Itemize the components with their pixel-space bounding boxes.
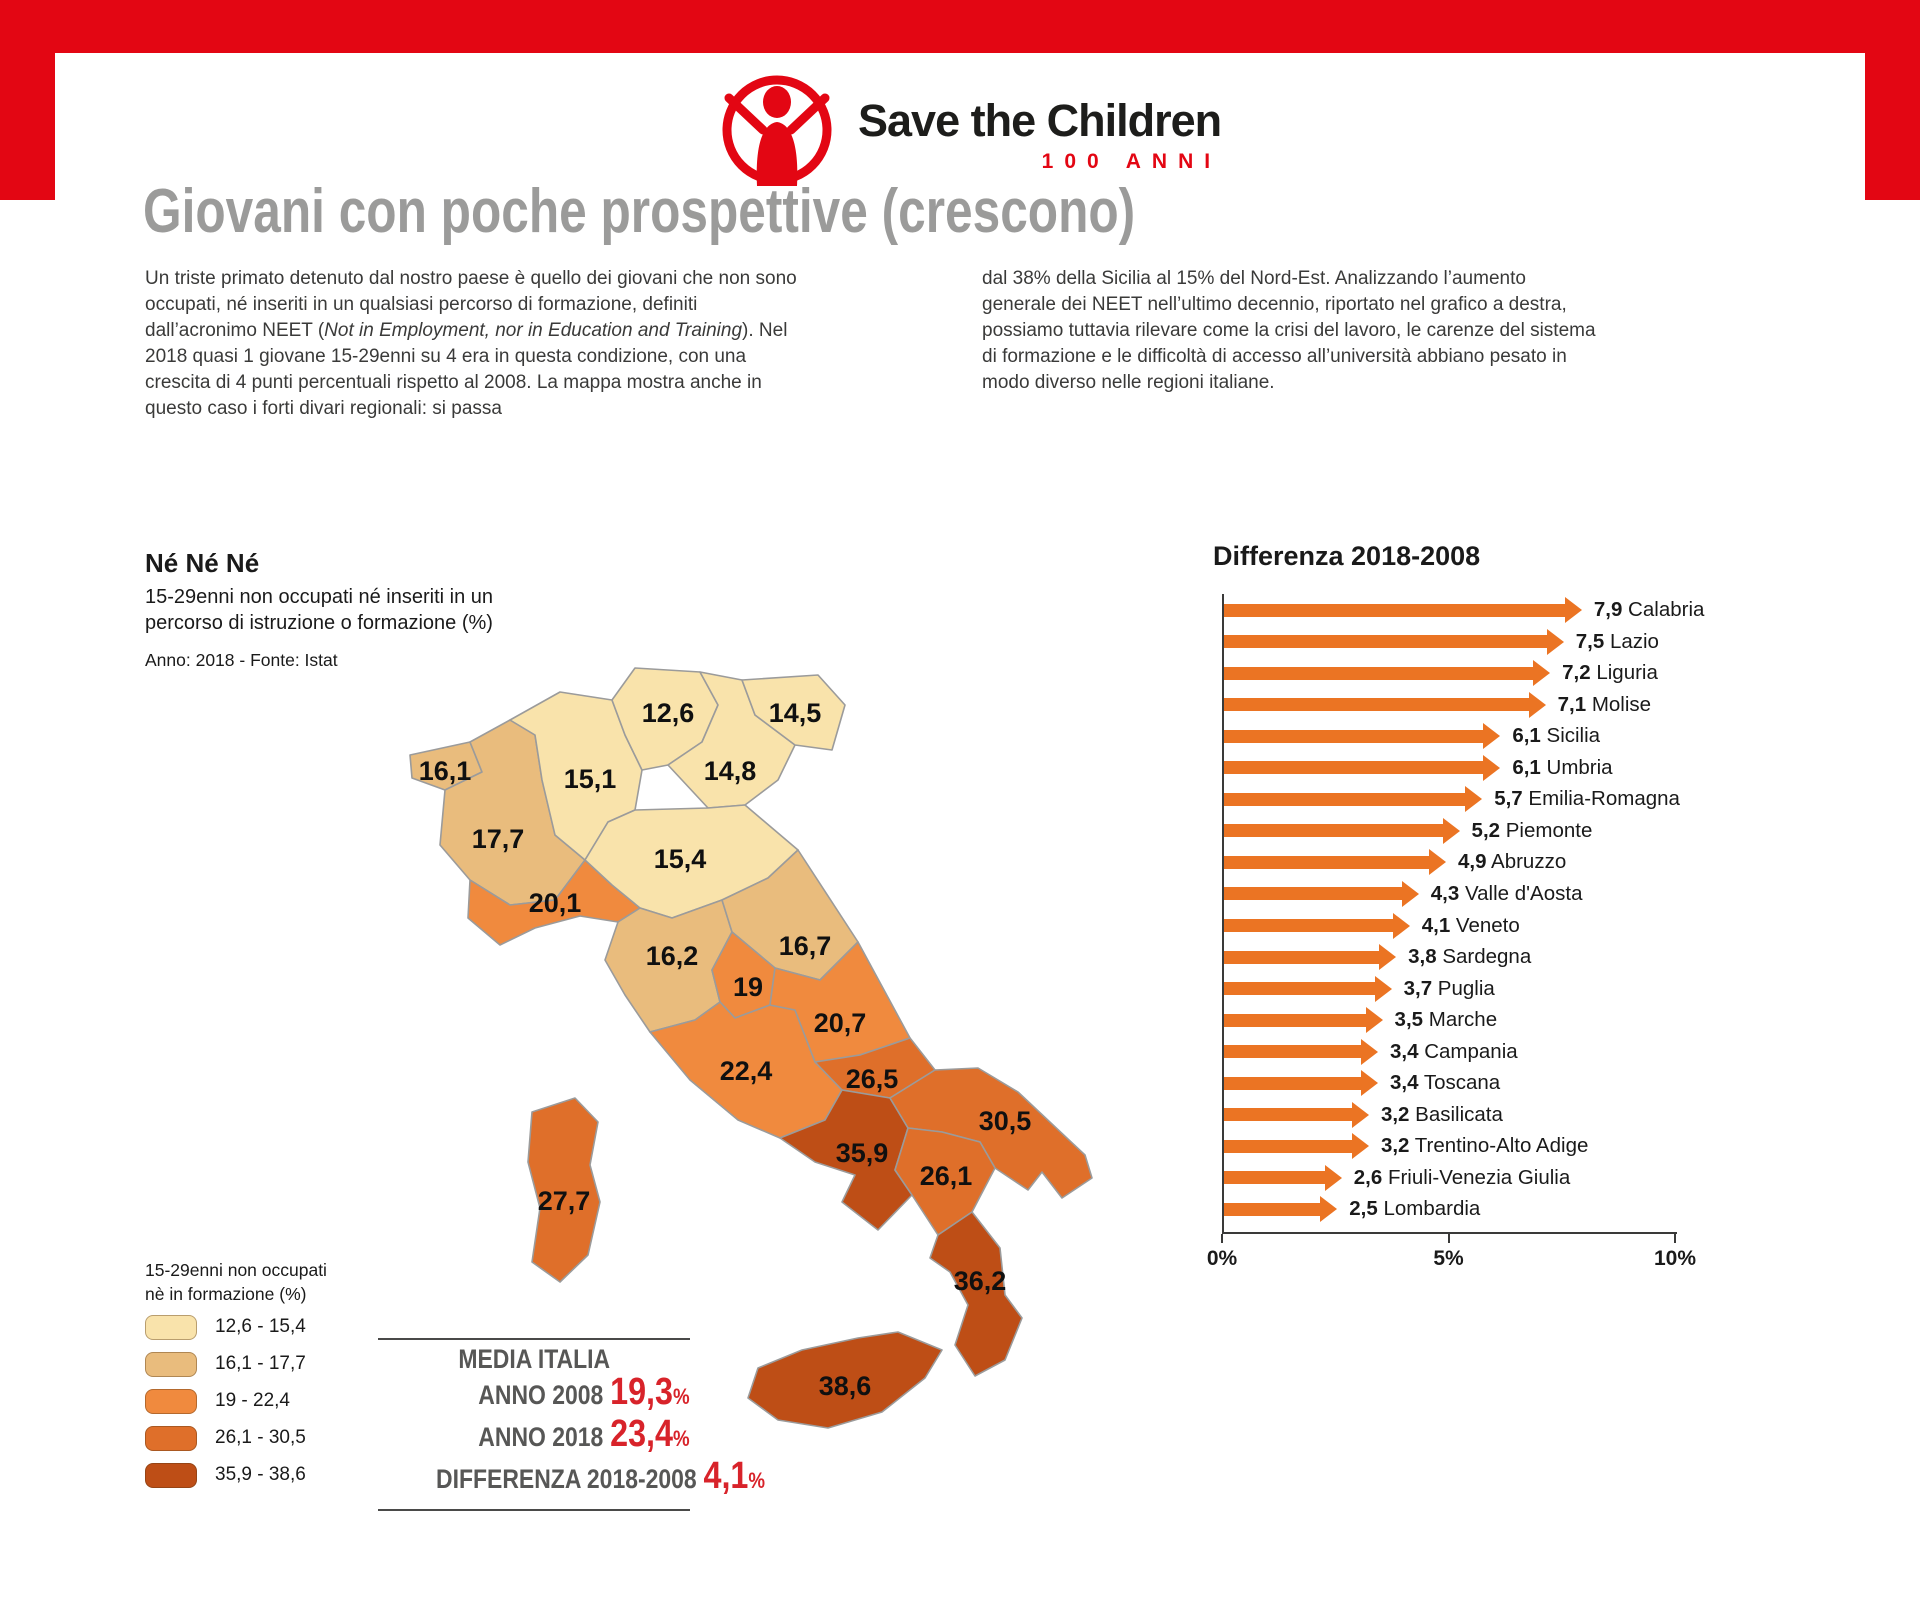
map-value-umbria: 19 (732, 972, 764, 1002)
brand-anniversary: 100 ANNI (1041, 150, 1222, 173)
bar-liguria (1224, 667, 1533, 680)
bar-row-lazio (1224, 629, 1659, 655)
map-value-lazio: 22,4 (719, 1056, 773, 1086)
bar-molise (1224, 698, 1529, 711)
bar-calabria (1224, 604, 1565, 617)
bar-value-label: 7,9 Calabria (1593, 598, 1705, 621)
bar-value-label: 5,2 Piemonte (1471, 818, 1593, 842)
save-the-children-logo-icon (712, 62, 842, 194)
media-row-label: DIFFERENZA 2018-2008 (436, 1464, 697, 1494)
bar-value: 3,5 (1394, 1008, 1424, 1032)
media-row-anno-2018 (378, 1413, 690, 1459)
bar-lombardia (1224, 1203, 1320, 1216)
map-legend (145, 1314, 306, 1499)
media-row-differenza-2018-2008 (378, 1455, 766, 1501)
map-value-trentino-alto-adige: 12,6 (641, 698, 695, 728)
bar-arrowhead-icon (1379, 944, 1396, 970)
legend-item-35-9-38-6 (145, 1462, 306, 1488)
bar-valle-d-aosta (1224, 887, 1402, 900)
legend-range-label: 12,6 - 15,4 (215, 1316, 306, 1337)
bar-arrowhead-icon (1352, 1133, 1369, 1159)
map-value-friuli-venezia-giulia: 14,5 (768, 698, 822, 728)
media-row-unit: % (748, 1468, 766, 1493)
bar-basilicata (1224, 1108, 1352, 1121)
media-row-label: ANNO 2018 (478, 1422, 604, 1452)
legend-range-label: 26,1 - 30,5 (215, 1427, 306, 1448)
bar-row-emilia-romagna (1224, 786, 1680, 812)
legend-range-label: 19 - 22,4 (215, 1390, 290, 1411)
bar-trentino-alto-adige (1224, 1140, 1352, 1153)
bar-arrowhead-icon (1375, 976, 1392, 1002)
bar-piemonte (1224, 824, 1443, 837)
bar-row-molise (1224, 692, 1651, 718)
bar-value: 7,9 (1593, 598, 1623, 621)
map-value-molise: 26,5 (845, 1064, 899, 1094)
save-the-children-logo (712, 62, 1221, 194)
bar-row-calabria (1224, 597, 1704, 623)
map-value-toscana: 16,2 (645, 941, 699, 971)
bar-value-label: 2,6 Friuli-Venezia Giulia (1353, 1165, 1571, 1189)
bar-value-label: 3,4 Campania (1390, 1039, 1518, 1063)
bar-value: 3,7 (1403, 976, 1433, 1000)
bar-arrowhead-icon (1402, 881, 1419, 907)
map-heading: Né Né Né (145, 548, 260, 578)
brand-name: Save the Children (858, 95, 1222, 146)
legend-item-12-6-15-4 (145, 1314, 306, 1340)
bar-value-label: 2,5 Lombardia (1349, 1197, 1481, 1221)
legend-swatch (145, 1426, 197, 1451)
bar-row-lombardia (1224, 1196, 1480, 1222)
map-value-sardegna: 27,7 (537, 1186, 591, 1216)
bar-row-toscana (1224, 1070, 1500, 1096)
legend-range-label: 35,9 - 38,6 (215, 1464, 306, 1485)
bar-arrowhead-icon (1320, 1196, 1337, 1222)
bar-arrowhead-icon (1547, 629, 1564, 655)
bar-row-campania (1224, 1039, 1518, 1065)
media-row-value: 19,3 (610, 1371, 674, 1413)
legend-range-label: 16,1 - 17,7 (215, 1353, 306, 1374)
bar-value: 4,3 (1430, 881, 1460, 905)
bar-value-label: 4,3 Valle d'Aosta (1430, 881, 1583, 905)
bar-arrowhead-icon (1533, 660, 1550, 686)
map-value-marche: 16,7 (778, 931, 832, 961)
bar-arrowhead-icon (1465, 786, 1482, 812)
axis-tick-label: 5% (1433, 1247, 1464, 1270)
map-value-veneto: 14,8 (703, 756, 757, 786)
bar-friuli-venezia-giulia (1224, 1171, 1325, 1184)
map-value-campania: 35,9 (835, 1138, 889, 1168)
bar-value: 7,2 (1562, 661, 1591, 685)
bar-chart-plot (1206, 594, 1862, 1304)
legend-swatch (145, 1463, 197, 1488)
bar-chart-title: Differenza 2018-2008 (1213, 541, 1481, 571)
bar-value: 2,6 (1353, 1165, 1383, 1189)
media-row-value: 23,4 (610, 1413, 674, 1455)
legend-item-19-22-4 (145, 1388, 306, 1414)
page-title (143, 176, 1383, 247)
map-source: Anno: 2018 - Fonte: Istat (145, 650, 338, 670)
bar-sardegna (1224, 951, 1379, 964)
bar-lazio (1224, 635, 1547, 648)
logo-text (858, 95, 1222, 174)
bar-value: 4,9 (1457, 850, 1487, 874)
bar-value: 3,2 (1380, 1134, 1410, 1158)
intro-paragraph-right: dal 38% della Sicilia al 15% del Nord-Est. Analizzando l’aumento generale dei NEET nell’ultimo decennio, riportato nel grafico a destra, possiamo tuttavia rilevare come la crisi del lavoro, le carenze del sistema di formazione e le difficoltà di accesso all’università abbiano pesato in modo diverso nelle regioni italiane. (982, 268, 1596, 393)
map-legend-title-line2: nè in formazione (%) (145, 1284, 307, 1304)
bar-row-basilicata (1224, 1102, 1503, 1128)
media-italia-title-text: MEDIA ITALIA (458, 1344, 610, 1374)
bar-value-label: 7,1 Molise (1557, 692, 1652, 716)
media-row-text (478, 1371, 690, 1417)
bar-row-piemonte (1224, 818, 1592, 844)
legend-swatch (145, 1389, 197, 1414)
bar-abruzzo (1224, 856, 1429, 869)
bar-arrowhead-icon (1361, 1070, 1378, 1096)
bar-value: 6,1 (1512, 724, 1541, 748)
map-value-piemonte: 17,7 (471, 824, 525, 854)
axis-tick (1448, 1234, 1450, 1243)
bar-value-label: 3,2 Basilicata (1380, 1102, 1503, 1126)
bar-value-label: 3,7 Puglia (1403, 976, 1495, 1000)
map-value-puglia: 30,5 (978, 1106, 1032, 1136)
bar-row-liguria (1224, 660, 1658, 686)
map-value-abruzzo: 20,7 (813, 1008, 867, 1038)
map-legend-title (145, 1258, 327, 1306)
intro-paragraph-left (145, 266, 805, 422)
header-red-tab-right (1865, 0, 1920, 200)
bar-value-label: 4,9 Abruzzo (1457, 850, 1567, 874)
bar-sicilia (1224, 730, 1483, 743)
axis-tick (1674, 1234, 1676, 1243)
bar-value-label: 6,1 Umbria (1512, 755, 1613, 779)
map-value-basilicata: 26,1 (919, 1161, 973, 1191)
bar-value-label: 6,1 Sicilia (1512, 724, 1601, 748)
media-row-text (478, 1413, 690, 1459)
map-value-liguria: 20,1 (528, 888, 582, 918)
map-subheading: 15-29enni non occupati né inseriti in un percorso di istruzione o formazione (%) (145, 586, 494, 634)
bar-value: 3,4 (1390, 1071, 1419, 1095)
bar-value-label: 3,4 Toscana (1390, 1071, 1501, 1095)
media-row-anno-2008 (378, 1371, 690, 1417)
media-row-unit: % (673, 1384, 690, 1409)
bar-campania (1224, 1045, 1361, 1058)
bar-value: 7,5 (1575, 629, 1605, 653)
map-value-lombardia: 15,1 (563, 764, 617, 794)
legend-swatch (145, 1352, 197, 1377)
media-row-value: 4,1 (703, 1455, 749, 1497)
header-red-tab-left (0, 0, 55, 200)
map-value-calabria: 36,2 (953, 1266, 1007, 1296)
bar-arrowhead-icon (1361, 1039, 1378, 1065)
axis-tick-label: 10% (1653, 1247, 1697, 1270)
bar-value: 3,8 (1408, 945, 1437, 969)
media-row-label: ANNO 2008 (478, 1380, 604, 1410)
bar-row-sicilia (1224, 723, 1600, 749)
bar-value-label: 7,2 Liguria (1562, 661, 1658, 685)
bar-row-trentino-alto-adige (1224, 1133, 1588, 1159)
media-italia-box (378, 1338, 766, 1511)
intro-left-text: Un triste primato detenuto dal nostro paese è quello dei giovani che non sono occupati, né inseriti in un qualsiasi percorso di formazione, definiti dall’acronimo NEET ( (145, 268, 797, 341)
legend-swatch (145, 1315, 197, 1340)
bar-value: 4,1 (1421, 913, 1451, 937)
bar-arrowhead-icon (1325, 1165, 1342, 1191)
legend-item-26-1-30-5 (145, 1425, 306, 1451)
bar-value: 5,7 (1494, 787, 1523, 811)
bar-arrowhead-icon (1393, 913, 1410, 939)
bar-row-veneto (1224, 913, 1520, 939)
axis-tick (1221, 1234, 1223, 1243)
bar-row-marche (1224, 1007, 1497, 1033)
bar-row-abruzzo (1224, 849, 1566, 875)
bar-value: 3,2 (1380, 1102, 1410, 1126)
bar-arrowhead-icon (1443, 818, 1460, 844)
bar-row-friuli-venezia-giulia (1224, 1165, 1570, 1191)
axis-tick-label: 0% (1206, 1247, 1238, 1270)
bar-arrowhead-icon (1429, 849, 1446, 875)
bar-emilia-romagna (1224, 793, 1465, 806)
map-legend-title-line1: 15-29enni non occupati (145, 1260, 327, 1280)
bar-value: 6,1 (1512, 755, 1541, 779)
bar-value: 7,1 (1557, 692, 1587, 716)
bar-value-label: 3,2 Trentino-Alto Adige (1380, 1134, 1589, 1158)
bar-value-label: 3,8 Sardegna (1408, 945, 1532, 969)
bar-row-puglia (1224, 976, 1495, 1002)
bar-value-label: 5,7 Emilia-Romagna (1494, 787, 1680, 811)
bar-chart-x-axis (1222, 1232, 1677, 1234)
bar-arrowhead-icon (1366, 1007, 1383, 1033)
bar-veneto (1224, 919, 1393, 932)
bar-umbria (1224, 761, 1483, 774)
bar-arrowhead-icon (1352, 1102, 1369, 1128)
bar-value-label: 7,5 Lazio (1575, 629, 1659, 653)
map-value-sicilia: 38,6 (818, 1371, 872, 1401)
bar-arrowhead-icon (1565, 597, 1582, 623)
media-italia-rows (378, 1371, 766, 1501)
bar-arrowhead-icon (1529, 692, 1546, 718)
intro-left-italic: Not in Employment, nor in Education and Training (324, 320, 743, 341)
bar-puglia (1224, 982, 1375, 995)
bar-row-sardegna (1224, 944, 1531, 970)
legend-item-16-1-17-7 (145, 1351, 306, 1377)
intro-left-text-2: ). Nel 2018 quasi 1 giovane 15-29enni su 4 era in questa condizione, con una crescita di 4 punti percentuali rispetto al 2008. La mappa mostra anche in questo caso i forti divari regionali: si passa (145, 320, 788, 419)
bar-arrowhead-icon (1483, 755, 1500, 781)
bar-value: 5,2 (1471, 818, 1501, 842)
bar-value: 2,5 (1349, 1197, 1378, 1221)
media-row-unit: % (673, 1426, 690, 1451)
media-row-text (436, 1455, 766, 1501)
bar-value-label: 3,5 Marche (1394, 1008, 1498, 1032)
map-value-emilia-romagna: 15,4 (653, 844, 707, 874)
bar-value: 3,4 (1390, 1039, 1419, 1063)
bar-arrowhead-icon (1483, 723, 1500, 749)
bar-toscana (1224, 1077, 1361, 1090)
bar-row-valle-d-aosta (1224, 881, 1582, 907)
bar-value-label: 4,1 Veneto (1421, 913, 1520, 937)
bar-row-umbria (1224, 755, 1613, 781)
page-title-text: Giovani con poche prospettive (crescono) (143, 177, 1136, 246)
bar-marche (1224, 1014, 1366, 1027)
header-red-band (0, 0, 1920, 53)
map-value-valle-d-aosta: 16,1 (418, 756, 472, 786)
